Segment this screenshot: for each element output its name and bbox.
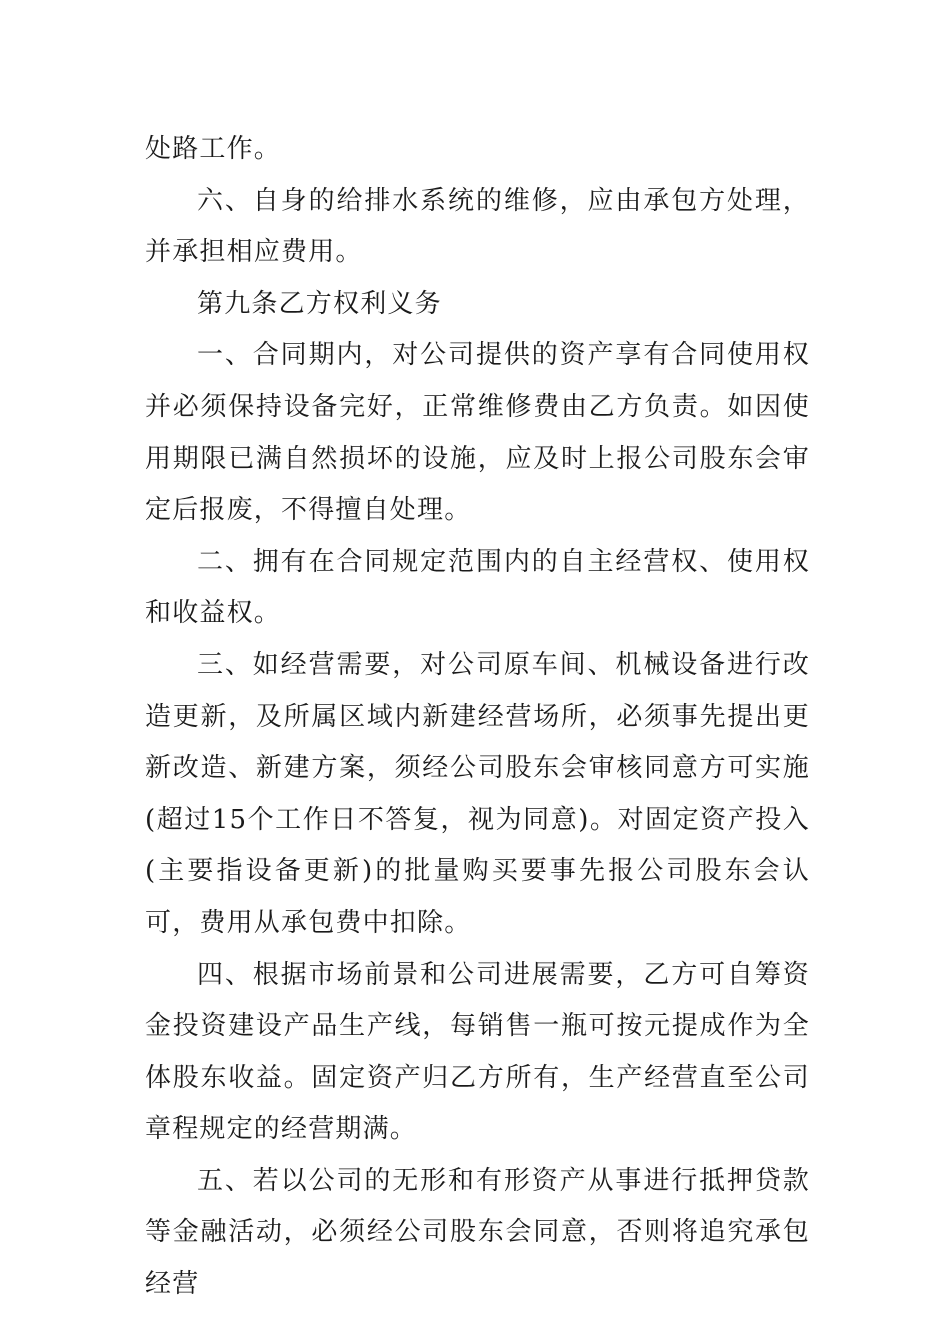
- document-body: [145, 124, 810, 1311]
- paragraph-item-five: 五、若以公司的无形和有形资产从事进行抵押贷款等金融活动，必须经公司股东会同意，否则将追究承包经营: [145, 1165, 810, 1300]
- paragraph-item-one: 一、合同期内，对公司提供的资产享有合同使用权并必须保持设备完好，正常维修费由乙方负责。如因使用期限已满自然损坏的设施，应及时上报公司股东会审定后报废，不得擅自处理。: [145, 340, 810, 526]
- paragraph-item-two: 二、拥有在合同规定范围内的自主经营权、使用权和收益权。: [145, 546, 810, 629]
- paragraph-continuation: 处路工作。: [145, 134, 282, 164]
- paragraph-item-three: 三、如经营需要，对公司原车间、机械设备进行改造更新，及所属区域内新建经营场所，必须事先提出更新改造、新建方案，须经公司股东会审核同意方可实施(超过15个工作日不答复，视为同意)。对固定资产投入(主要指设备更新)的批量购买要事先报公司股东会认可，费用从承包费中扣除。: [145, 649, 810, 938]
- section-heading-article-nine: 第九条乙方权利义务: [197, 288, 442, 319]
- paragraph-item-six: 六、自身的给排水系统的维修，应由承包方处理，并承担相应费用。: [145, 185, 810, 268]
- paragraph-item-four: 四、根据市场前景和公司进展需要，乙方可自筹资金投资建设产品生产线，每销售一瓶可按元提成作为全体股东收益。固定资产归乙方所有，生产经营直至公司章程规定的经营期满。: [145, 959, 810, 1145]
